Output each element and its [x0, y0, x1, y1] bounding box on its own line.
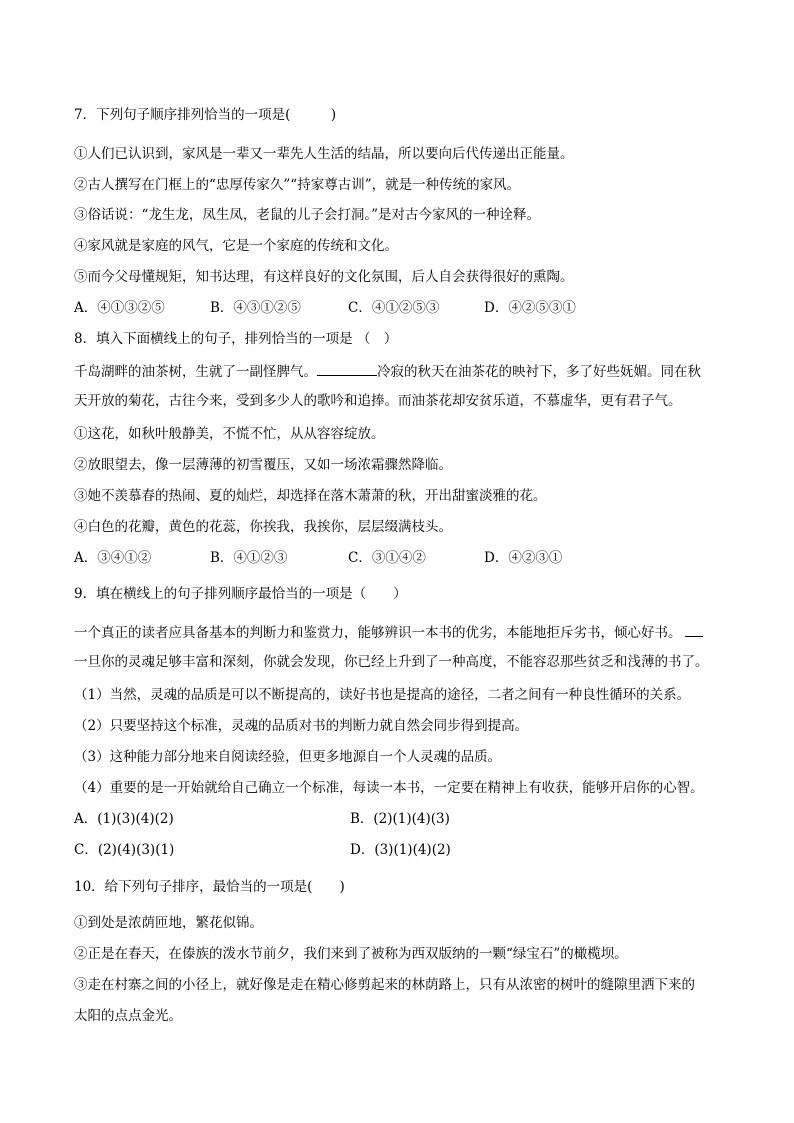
q7-option-a: A．④①③②⑤: [74, 300, 165, 316]
q9-sentence-3: （3）这种能力部分地来自阅读经验，但更多地源自一个人灵魂的品质。: [74, 749, 502, 765]
q8-option-c: C．③①④②: [348, 550, 426, 566]
q8-option-b: B．④①②③: [210, 550, 288, 566]
q9-option-a: A．(1)(3)(4)(2): [74, 811, 174, 827]
q7-option-d: D．④②⑤③①: [484, 300, 576, 316]
q8-passage-after-blank: 冷寂的秋天在油茶花的映衬下，多了好些妩媚。同在秋: [377, 364, 701, 380]
q8-answer-blank: [317, 361, 377, 376]
q9-options-row-1: [74, 810, 450, 828]
q8-sentence-3: ③她不羡慕春的热闹、夏的灿烂，却选择在落木萧萧的秋，开出甜蜜淡雅的花。: [74, 488, 547, 504]
q7-sentence-1: ①人们已认识到，家风是一辈又一辈先人生活的结晶，所以要向后代传递出正能量。: [74, 146, 574, 162]
q7-option-b: B．④③①②⑤: [210, 300, 301, 316]
q10-sentence-2: ②正是在春天，在傣族的泼水节前夕，我们来到了被称为西双版纳的一颗“绿宝石”的橄榄坝。: [74, 946, 628, 962]
q8-stem: 8．填入下面横线上的句子，排列恰当的一项是 （ ）: [74, 331, 398, 347]
q9-option-b: B．(2)(1)(4)(3): [350, 811, 450, 827]
q9-sentence-1: （1）当然，灵魂的品质是可以不断提高的，读好书也是提高的途径，二者之间有一种良性循环的关系。: [74, 687, 691, 703]
q7-sentence-2: ②古人撰写在门框上的“忠厚传家久”“持家尊古训”，就是一种传统的家风。: [74, 177, 521, 193]
q7-sentence-4: ④家风就是家庭的风气，它是一个家庭的传统和文化。: [74, 238, 398, 254]
q9-passage-line-2: 一旦你的灵魂足够丰富和深刻，你就会发现，你已经上升到了一种高度，不能容忍那些贫乏和浅薄的书了。: [74, 654, 709, 670]
q10-sentence-3-line-1: ③走在村寨之间的小径上，就好像是走在精心修剪起来的林荫路上，只有从浓密的树叶的缝隙里洒下来的: [74, 977, 695, 993]
q8-passage-line-2: 天开放的菊花，古往今来，受到多少人的歌吟和追捧。而油茶花却安贫乐道，不慕虚华，更有君子气。: [74, 393, 682, 409]
q10-stem: 10．给下列句子排序，最恰当的一项是( ): [74, 879, 345, 895]
q7-options: [74, 299, 576, 317]
q8-passage-before-blank: 千岛湖畔的油茶树，生就了一副怪脾气。: [74, 364, 317, 380]
q9-passage-line-1: [74, 622, 703, 642]
q9-answer-blank: [685, 622, 703, 637]
q7-option-c: C．④①②⑤③: [348, 300, 440, 316]
q9-sentence-2: （2）只要坚持这个标准，灵魂的品质对书的判断力就自然会同步得到提高。: [74, 718, 529, 734]
q8-options: [74, 549, 562, 567]
q7-sentence-5: ⑤而今父母懂规矩，知书达理，有这样良好的文化氛围，后人自会获得很好的熏陶。: [74, 269, 574, 285]
q8-passage-line-1: [74, 361, 701, 381]
q9-option-d: D．(3)(1)(4)(2): [350, 842, 451, 858]
q7-sentence-3: ③俗话说：“龙生龙，凤生凤，老鼠的儿子会打洞。”是对古今家风的一种诠释。: [74, 207, 541, 223]
q8-option-d: D．④②③①: [484, 550, 563, 566]
q9-option-c: C．(2)(4)(3)(1): [74, 842, 175, 858]
q9-stem: 9．填在横线上的句子排列顺序最恰当的一项是（ ）: [74, 586, 407, 602]
q7-stem: 7．下列句子顺序排列恰当的一项是( ): [74, 107, 337, 123]
q8-option-a: A．③④①②: [74, 550, 152, 566]
q8-sentence-4: ④白色的花瓣，黄色的花蕊，你挨我，我挨你，层层缀满枝头。: [74, 519, 452, 535]
q8-sentence-1: ①这花，如秋叶般静美，不慌不忙，从从容容绽放。: [74, 426, 385, 442]
q10-sentence-3-line-2: 太阳的点点金光。: [74, 1008, 182, 1024]
q9-passage-text-1: 一个真正的读者应具备基本的判断力和鉴赏力，能够辨识一本书的优劣，本能地拒斥劣书，倾心好书。: [74, 625, 682, 641]
q9-options-row-2: [74, 841, 451, 859]
q8-sentence-2: ②放眼望去，像一层薄薄的初雪覆压，又如一场浓霜骤然降临。: [74, 457, 452, 473]
q9-sentence-4: （4）重要的是一开始就给自己确立一个标准，每读一本书，一定要在精神上有收获，能够开启你的心智。: [74, 780, 704, 796]
q10-sentence-1: ①到处是浓荫匝地，繁花似锦。: [74, 915, 263, 931]
